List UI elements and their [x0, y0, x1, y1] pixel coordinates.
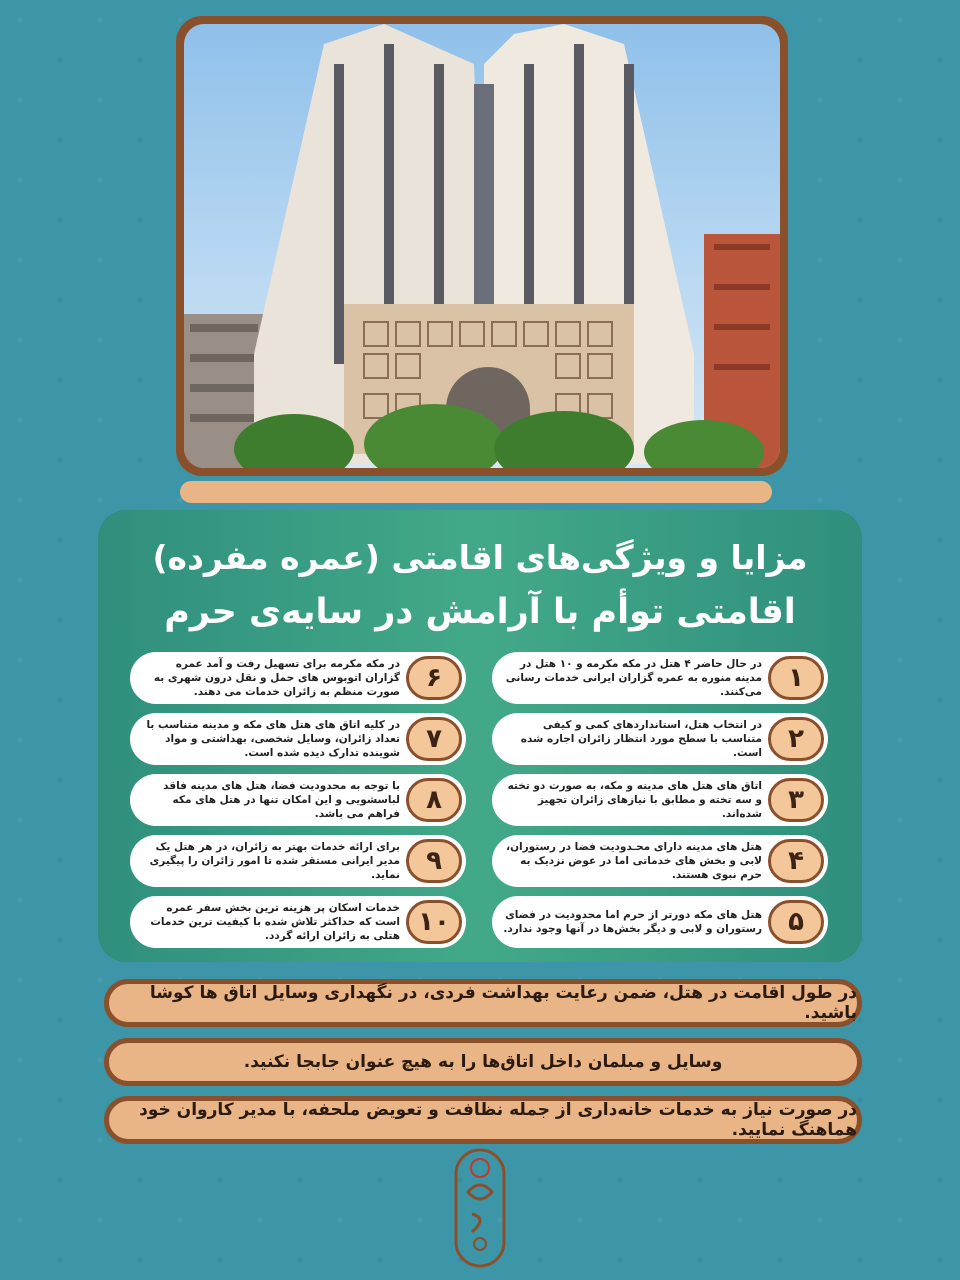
feature-text: برای ارائه خدمات بهتر به زائران، در هر هتل یک مدیر ایرانی مستقر شده تا امور زائران را پیگیری نماید.: [149, 841, 400, 881]
hajj-organization-logo: [454, 1148, 506, 1268]
feature-text: اتاق های هتل های مدینه و مکه، به صورت دو تخته و سه تخته و مطابق با نیازهای زائران تجهیز شده‌اند.: [507, 780, 762, 820]
note-furniture: وسایل و مبلمان داخل اتاق‌ها را به هیچ عنوان جابجا نکنید.: [104, 1038, 862, 1086]
feature-number: ۵: [768, 900, 824, 944]
card-title: مزایا و ویژگی‌های اقامتی (عمره مفرده): [152, 538, 808, 577]
feature-text: خدمات اسکان پر هزینه ترین بخش سفر عمره است که حداکثر تلاش شده با کیفیت ترین خدمات هتلی به زائران ارائه گردد.: [150, 902, 400, 942]
feature-item-4: [492, 835, 828, 887]
feature-number: ۱: [768, 656, 824, 700]
feature-item-7: [130, 713, 466, 765]
feature-text: با توجه به محدودیت فضا، هتل های مدینه فاقد لباسشویی و این امکان تنها در هتل های مکه فراهم می باشد.: [163, 780, 400, 820]
hotel-building-photo: [184, 24, 780, 468]
note-hygiene: در طول اقامت در هتل، ضمن رعایت بهداشت فردی، در نگهداری وسایل اتاق ها کوشا باشید.: [104, 979, 862, 1027]
feature-number: ۶: [406, 656, 462, 700]
note-housekeeping: در صورت نیاز به خدمات خانه‌داری از جمله نظافت و تعویض ملحفه، با مدیر کاروان خود هماهنگ نمایید.: [104, 1096, 862, 1144]
feature-item-8: [130, 774, 466, 826]
feature-item-6: [130, 652, 466, 704]
card-subtitle: اقامتی توأم با آرامش در سایه‌ی حرم: [164, 592, 796, 632]
feature-text: هتل های مکه دورتر از حرم اما محدودیت در فضای رستوران و لابی و دیگر بخش‌ها در آنها وجود ندارد.: [503, 909, 762, 935]
feature-text: در انتخاب هتل، استانداردهای کمی و کیفی متناسب با سطح مورد انتظار زائران اجاره شده است.: [520, 719, 762, 759]
feature-item-1: [492, 652, 828, 704]
features-card: [98, 510, 862, 962]
feature-number: ۲: [768, 717, 824, 761]
feature-number: ۱۰: [406, 900, 462, 944]
photo-divider-bar: [180, 481, 772, 503]
feature-number: ۳: [768, 778, 824, 822]
hotel-photo-frame: [176, 16, 788, 476]
hotel-building-illustration: [184, 24, 780, 468]
feature-item-10: [130, 896, 466, 948]
feature-item-2: [492, 713, 828, 765]
feature-text: در حال حاضر ۴ هتل در مکه مکرمه و ۱۰ هتل در مدینه منوره به عمره گزاران ایرانی خدمات رسانی می‌کنند.: [505, 658, 762, 698]
feature-item-9: [130, 835, 466, 887]
feature-text: در کلیه اتاق های هتل های مکه و مدینه متناسب با تعداد زائران، وسایل شخصی، بهداشتی و مواد شوینده تدارک دیده شده است.: [146, 719, 400, 759]
feature-text: در مکه مکرمه برای تسهیل رفت و آمد عمره گزاران اتوبوس های حمل و نقل درون شهری به صورت منظم به زائران خدمات می دهند.: [153, 658, 400, 698]
feature-number: ۷: [406, 717, 462, 761]
feature-number: ۴: [768, 839, 824, 883]
feature-item-3: [492, 774, 828, 826]
feature-number: ۹: [406, 839, 462, 883]
feature-number: ۸: [406, 778, 462, 822]
feature-text: هتل های مدینه دارای محـدودیت فضا در رستوران، لابی و بخش های خدماتی اما در عوض نزدیک به حرم نبوی هستند.: [506, 841, 762, 881]
feature-item-5: [492, 896, 828, 948]
